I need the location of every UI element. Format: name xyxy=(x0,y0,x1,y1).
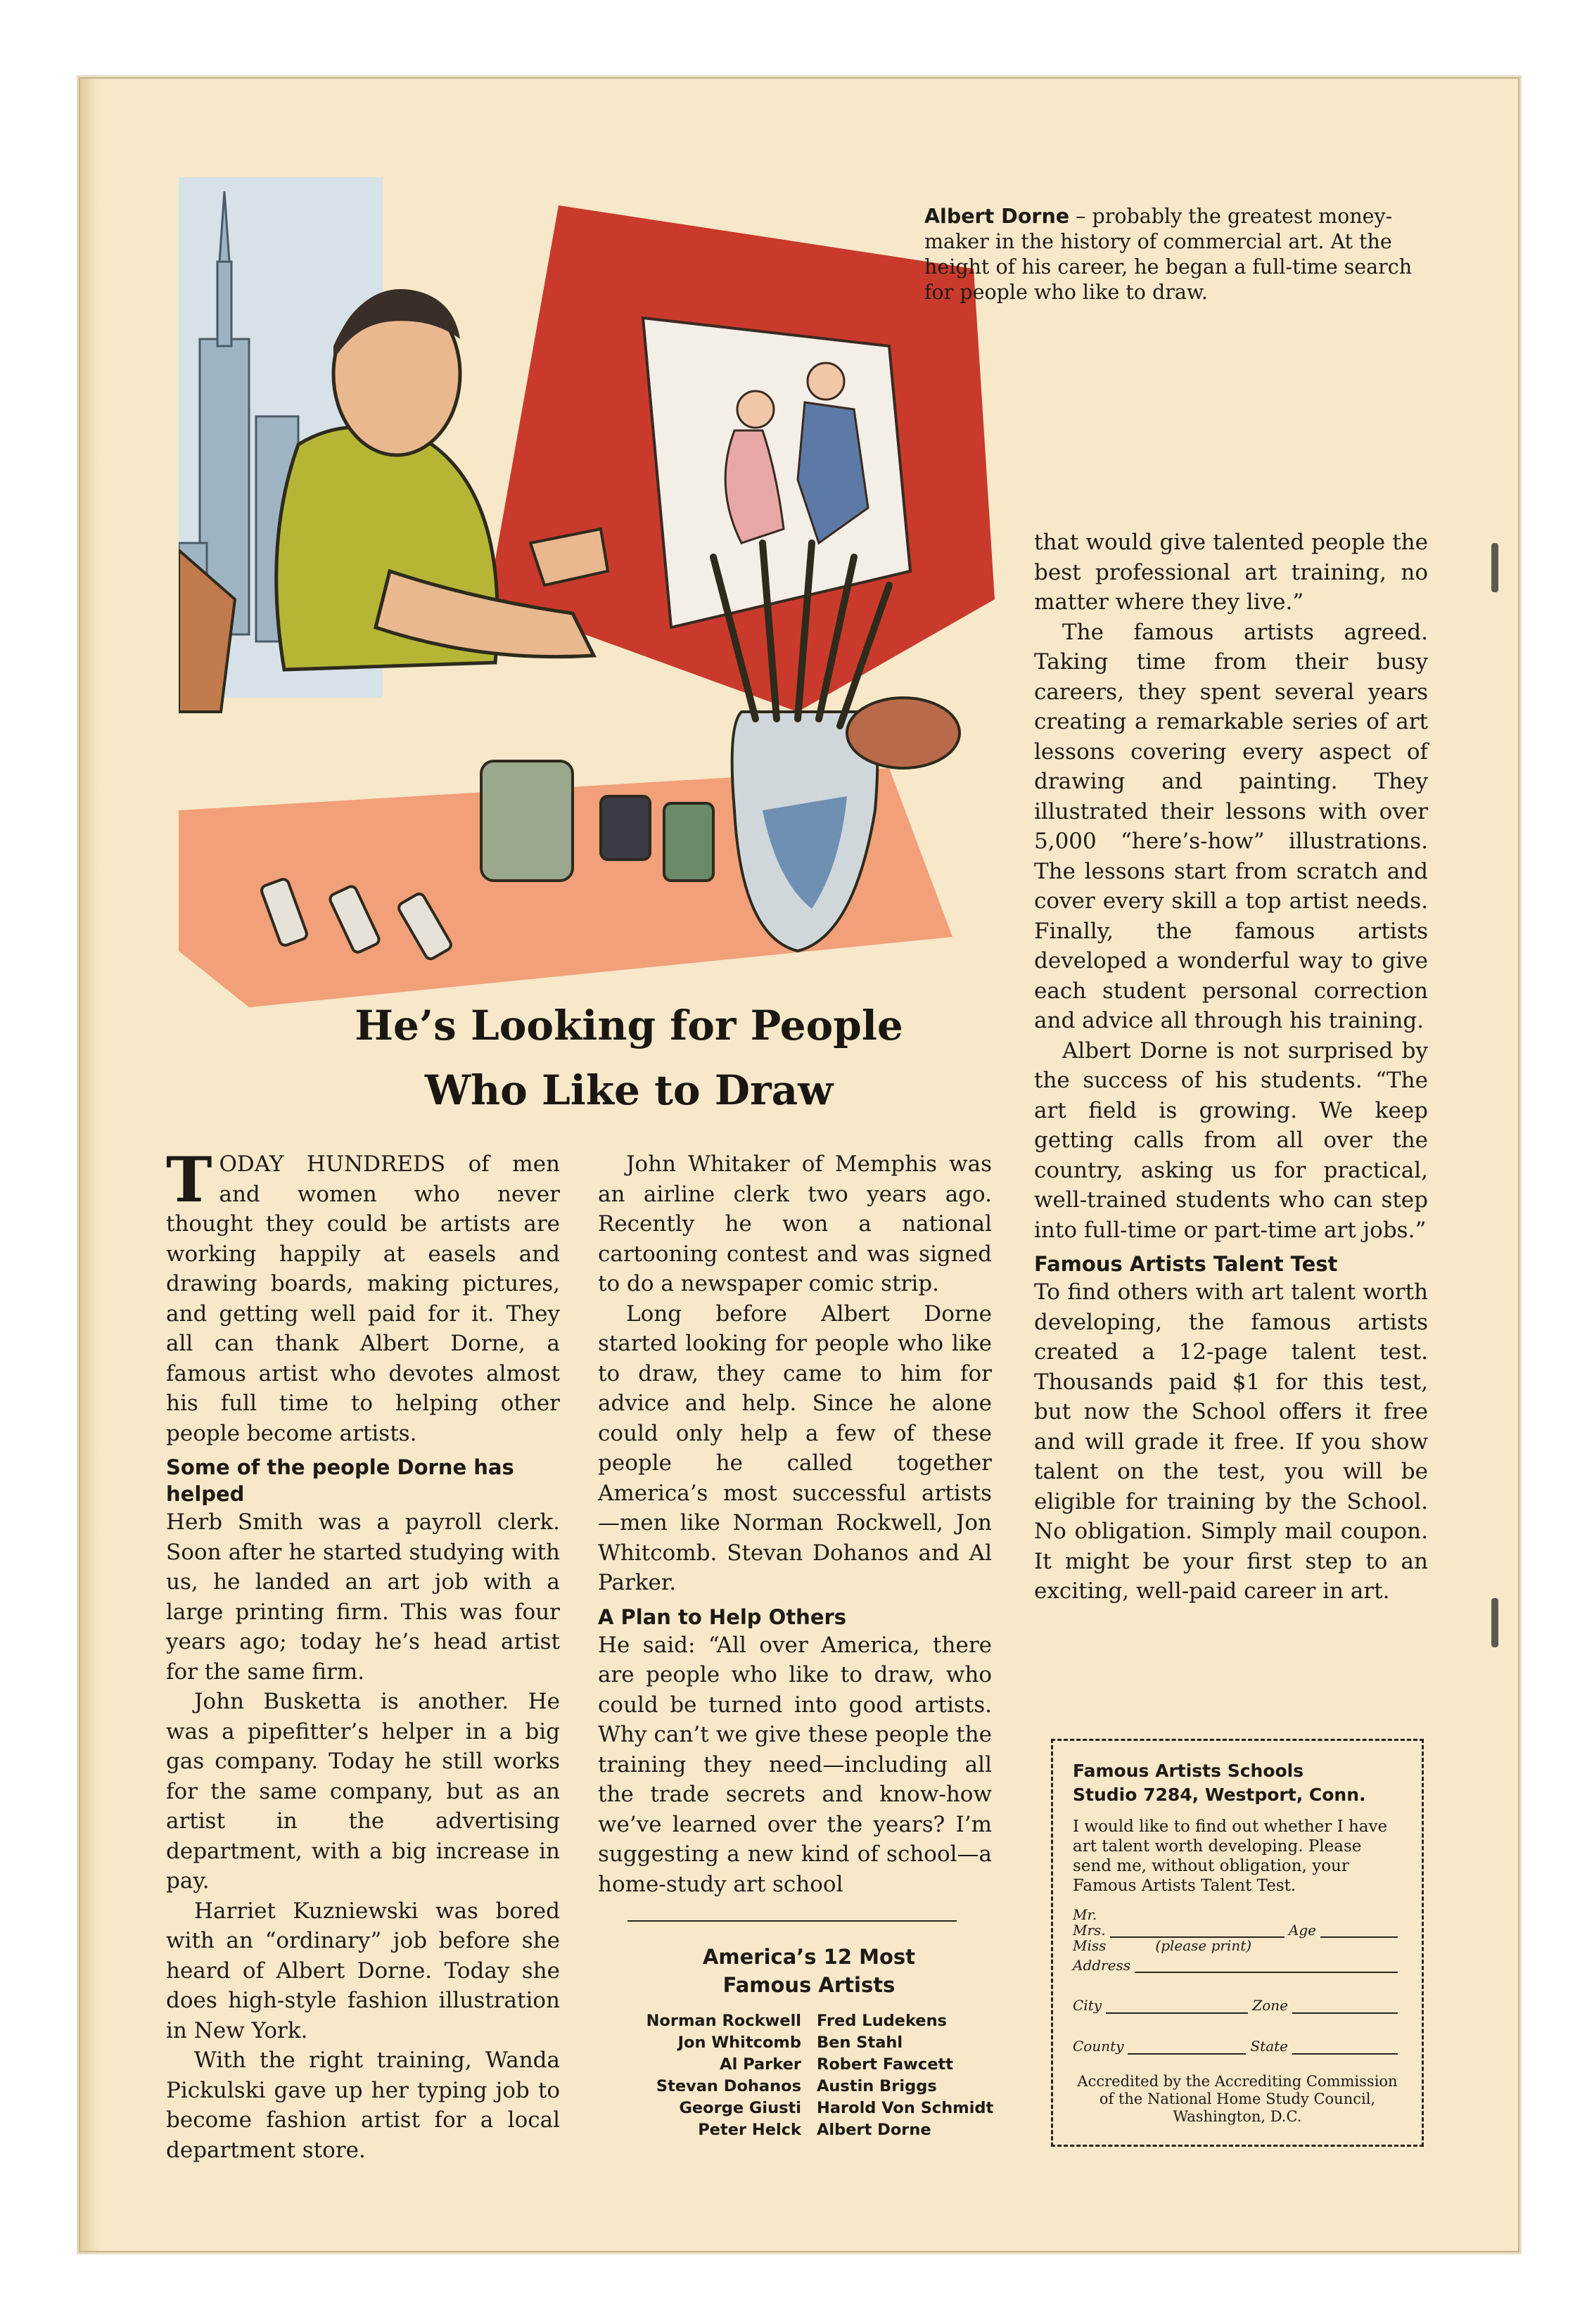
print-note: (please print) xyxy=(1155,1937,1252,1954)
paragraph: John Busketta is another. He was a pipefitter’s helper in a big gas company. Today he still works for the same company, but as an artist in the advertising department, with a big increase in pay. xyxy=(166,1689,560,1894)
list-title-line-1: America’s 12 Most xyxy=(702,1945,916,1969)
county-field[interactable] xyxy=(1128,2039,1246,2055)
mail-coupon[interactable] xyxy=(1051,1739,1424,2147)
famous-artists-list xyxy=(598,1943,1020,2141)
drop-cap: T xyxy=(166,1143,212,1216)
caption-text: – probably the greatest money-maker in the history of commercial art. At the height of his career, he began a full-time search for people who like to draw. xyxy=(924,205,1413,304)
title-mrs: Mrs. xyxy=(1073,1922,1106,1939)
artist-name: Austin Briggs xyxy=(817,2077,937,2095)
city-field[interactable] xyxy=(1106,1998,1248,2014)
page-spine xyxy=(80,79,100,2251)
paragraph: Albert Dorne is not surprised by the success of his students. “The art field is growing. We keep getting calls from all over the country, asking us for practical, well-trained students who can step into full-time or part-time art jobs.” xyxy=(1034,1038,1428,1243)
section-heading: Famous Artists Talent Test xyxy=(1034,1252,1338,1276)
address-field[interactable] xyxy=(1135,1958,1398,1973)
coupon-address: Studio 7284, Westport, Conn. xyxy=(1073,1784,1366,1805)
title-mr: Mr. xyxy=(1073,1906,1097,1923)
divider xyxy=(627,1920,957,1922)
artist-name: Robert Fawcett xyxy=(817,2055,953,2074)
artist-name: Harold Von Schmidt xyxy=(817,2099,994,2117)
illustration-caption xyxy=(924,204,1431,305)
artist-name: Jon Whitcomb xyxy=(677,2034,801,2052)
zone-field[interactable] xyxy=(1292,1998,1398,2014)
age-field[interactable] xyxy=(1320,1922,1398,1938)
artist-name: Ben Stahl xyxy=(817,2034,903,2052)
paragraph: Herb Smith was a payroll clerk. Soon after he started studying with us, he landed an art job with a large printing firm. This was four years ago; today he’s head artist for the same firm. xyxy=(166,1509,560,1685)
paragraph: Long before Albert Dorne started looking for people who like to draw, they came to him for advice and help. Since he alone could only help a few of these people he called together America’s most successful artists —men like Norman Rockwell, Jon Whitcomb. Stevan Dohanos and Al Parker. xyxy=(598,1301,992,1595)
headline xyxy=(207,993,1051,1123)
city-label: City xyxy=(1073,1997,1102,2014)
address-label: Address xyxy=(1073,1957,1130,1974)
section-heading: Some of the people Dorne has helped xyxy=(166,1455,514,1506)
state-label: State xyxy=(1250,2038,1288,2055)
artist-name: Peter Helck xyxy=(698,2121,801,2139)
zone-label: Zone xyxy=(1252,1997,1288,2014)
artist-name: Al Parker xyxy=(720,2055,801,2074)
paragraph: He said: “All over America, there are people who like to draw, who could be turned into good artists. Why can’t we give these people the training they need—including all the trade secrets and know-how we’ve learned over the years? I’m suggesting a new kind of school—a home-study art school xyxy=(598,1632,992,1897)
column-2 xyxy=(598,1149,992,1899)
paragraph: To find others with art talent worth developing, the famous artists created a 12-page talent test. Thousands paid $1 for this test, but now the School offers it free and will grade it free. If you show talent on the test, you will be eligible for training by the School. No obligation. Simply mail coupon. It might be your first step to an exciting, well-paid career in art. xyxy=(1034,1279,1428,1604)
paragraph: With the right training, Wanda Pickulski gave up her typing job to become fashion artist for a local department store. xyxy=(166,2048,560,2163)
staple-mark xyxy=(1491,543,1498,592)
headline-line-1: He’s Looking for People xyxy=(355,1002,903,1049)
coupon-school-name: Famous Artists Schools xyxy=(1073,1761,1304,1781)
accreditation-note: Accredited by the Accrediting Commission of the National Home Study Council, Washington, D.C. xyxy=(1077,2073,1398,2125)
name-field[interactable] xyxy=(1110,1922,1285,1938)
column-1 xyxy=(166,1143,560,2165)
section-heading: A Plan to Help Others xyxy=(598,1604,847,1629)
comic-back-cover xyxy=(79,77,1519,2252)
list-title-line-2: Famous Artists xyxy=(722,1973,896,1997)
column-3 xyxy=(1034,528,1428,1607)
artist-name: Fred Ludekens xyxy=(817,2012,947,2030)
paragraph: John Whitaker of Memphis was an airline clerk two years ago. Recently he won a national cartooning contest and was signed to do a newspaper comic strip. xyxy=(598,1151,992,1296)
artist-name: George Giusti xyxy=(679,2099,801,2117)
intro-smallcaps: ODAY HUNDREDS xyxy=(219,1151,446,1177)
county-label: County xyxy=(1073,2038,1124,2055)
paragraph: Harriet Kuzniewski was bored with an “ordinary” job before she heard of Albert Dorne. Today she does high-style fashion illustration in New York. xyxy=(166,1898,560,2043)
artist-name: Norman Rockwell xyxy=(646,2012,801,2030)
artist-name: Stevan Dohanos xyxy=(656,2077,801,2095)
caption-name: Albert Dorne xyxy=(924,205,1070,228)
coupon-body: I would like to find out whether I have art talent worth developing. Please send me, without obligation, your Famous Artists Talent Test. xyxy=(1073,1818,1388,1895)
headline-line-2: Who Like to Draw xyxy=(424,1066,834,1114)
paragraph: that would give talented people the best professional art training, no matter where they live.” xyxy=(1034,530,1428,615)
title-miss: Miss xyxy=(1073,1937,1107,1954)
state-field[interactable] xyxy=(1292,2039,1398,2055)
intro-text: of men and women who never thought they could be artists are working happily at easels and drawing boards, making pictures, and getting well paid for it. They all can thank Albert Dorne, a famous artist who devotes almost his full time to helping other people become artists. xyxy=(166,1151,560,1446)
staple-mark xyxy=(1491,1598,1498,1647)
artist-name: Albert Dorne xyxy=(817,2121,931,2139)
paragraph: The famous artists agreed. Taking time from their busy careers, they spent several years creating a remarkable series of art lessons covering every aspect of drawing and painting. They illustrated their lessons with over 5,000 “here’s-how” illustrations. The lessons start from scratch and cover every skill a top artist needs. Finally, the famous artists developed a wonderful way to give each student personal correction and advice all through his training. xyxy=(1034,619,1428,1033)
age-label: Age xyxy=(1288,1922,1316,1939)
